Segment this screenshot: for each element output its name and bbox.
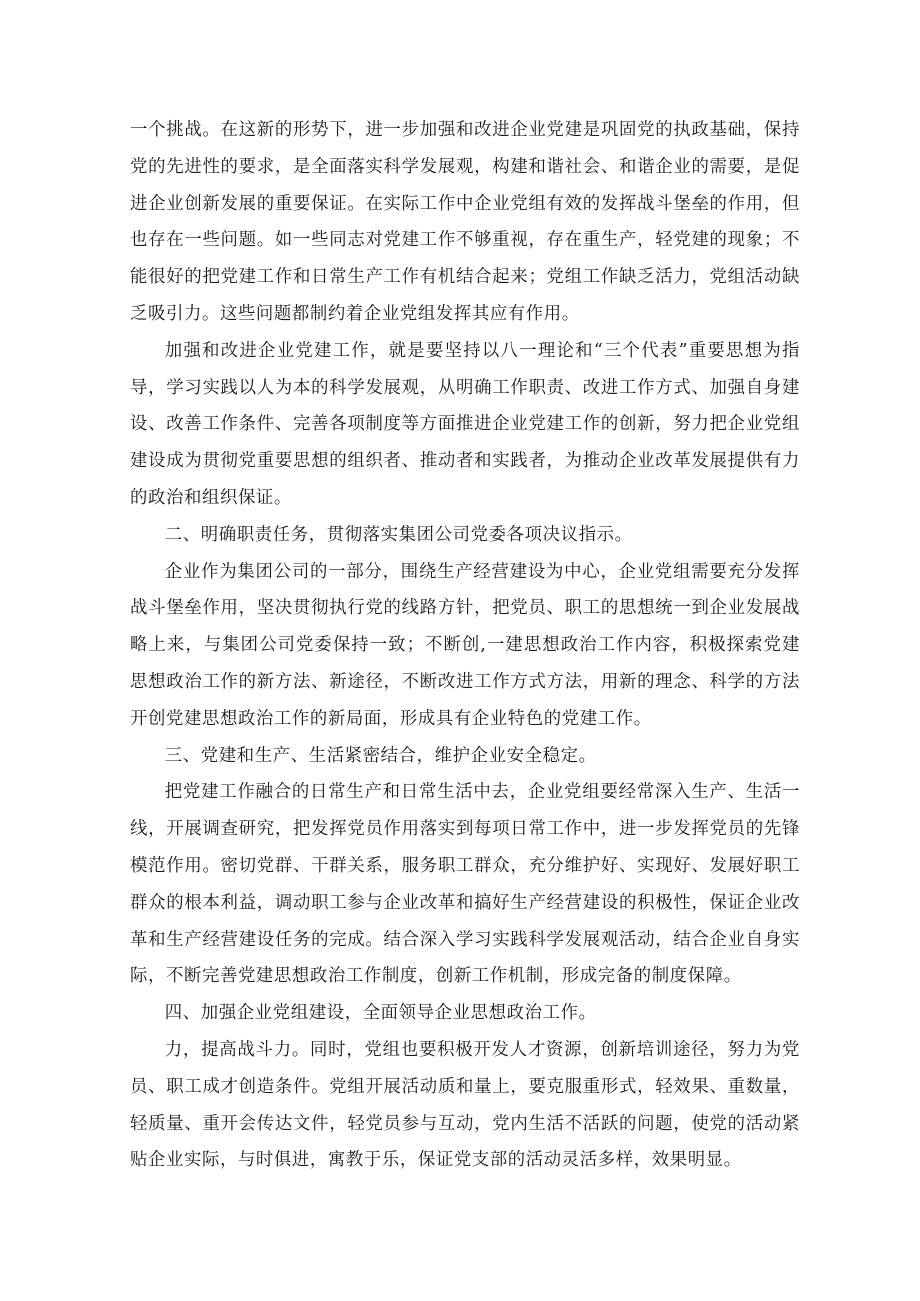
paragraph-strengthen-party-building: 加强和改进企业党建工作，就是要坚持以八一理论和“三个代表”重要思想为指导，学习实践以人为本的科学发展观，从明确工作职责、改进工作方式、加强自身建设、改善工作条件、完善各项制度等方面推进企业党建工作的创新，努力把企业党组建设成为贯彻党重要思想的组织者、推动者和实践者，为推动企业改革发展提供有力的政治和组织保证。 — [130, 340, 800, 508]
paragraph-section-4-body: 力，提高战斗力。同时，党组也要积极开发人才资源，创新培训途径，努力为党员、职工成才创造条件。党组开展活动质和量上，要克服重形式，轻效果、重数量，轻质量、重开会传达文件，轻党员参与互动，党内生活不活跃的问题，使党的活动紧贴企业实际，与时俱进，寓教于乐，保证党支部的活动灵活多样，效果明显。 — [130, 1039, 800, 1171]
document-body — [130, 112, 800, 1179]
section-heading-2: 二、明确职责任务，贯彻落实集团公司党委各项决议指示。 — [164, 524, 633, 545]
section-heading-3: 三、党建和生产、生活紧密结合，维护企业安全稳定。 — [164, 745, 597, 766]
paragraph-section-3-body: 把党建工作融合的日常生产和日常生活中去，企业党组要经常深入生产、生活一线，开展调查研究，把发挥党员作用落实到每项日常工作中，进一步发挥党员的先锋模范作用。密切党群、干群关系，服务职工群众，充分维护好、实现好、发展好职工群众的根本利益，调动职工参与企业改革和搞好生产经营建设的积极性，保证企业改革和生产经营建设任务的完成。结合深入学习实践科学发展观活动，结合企业自身实际，不断完善党建思想政治工作制度，创新工作机制，形成完备的制度保障。 — [130, 782, 800, 987]
section-heading-4: 四、加强企业党组建设，全面领导企业思想政治工作。 — [164, 1003, 597, 1024]
paragraph-intro-continuation: 一个挑战。在这新的形势下，进一步加强和改进企业党建是巩固党的执政基础，保持党的先进性的要求，是全面落实科学发展观，构建和谐社会、和谐企业的需要，是促进企业创新发展的重要保证。在实际工作中企业党组有效的发挥战斗堡垒的作用，但也存在一些问题。如一些同志对党建工作不够重视，存在重生产，轻党建的现象；不能很好的把党建工作和日常生产工作有机结合起来；党组工作缺乏活力，党组活动缺乏吸引力。这些问题都制约着企业党组发挥其应有作用。 — [130, 120, 800, 324]
paragraph-section-2-body: 企业作为集团公司的一部分，围绕生产经营建设为中心，企业党组需要充分发挥战斗堡垒作用，坚决贯彻执行党的线路方针，把党员、职工的思想统一到企业发展战略上来，与集团公司党委保持一致；不断创,一建思想政治工作内容，积极探索党建思想政治工作的新方法、新途径，不断改进工作方式方法，用新的理念、科学的方法开创党建思想政治工作的新局面，形成具有企业特色的党建工作。 — [130, 561, 800, 729]
